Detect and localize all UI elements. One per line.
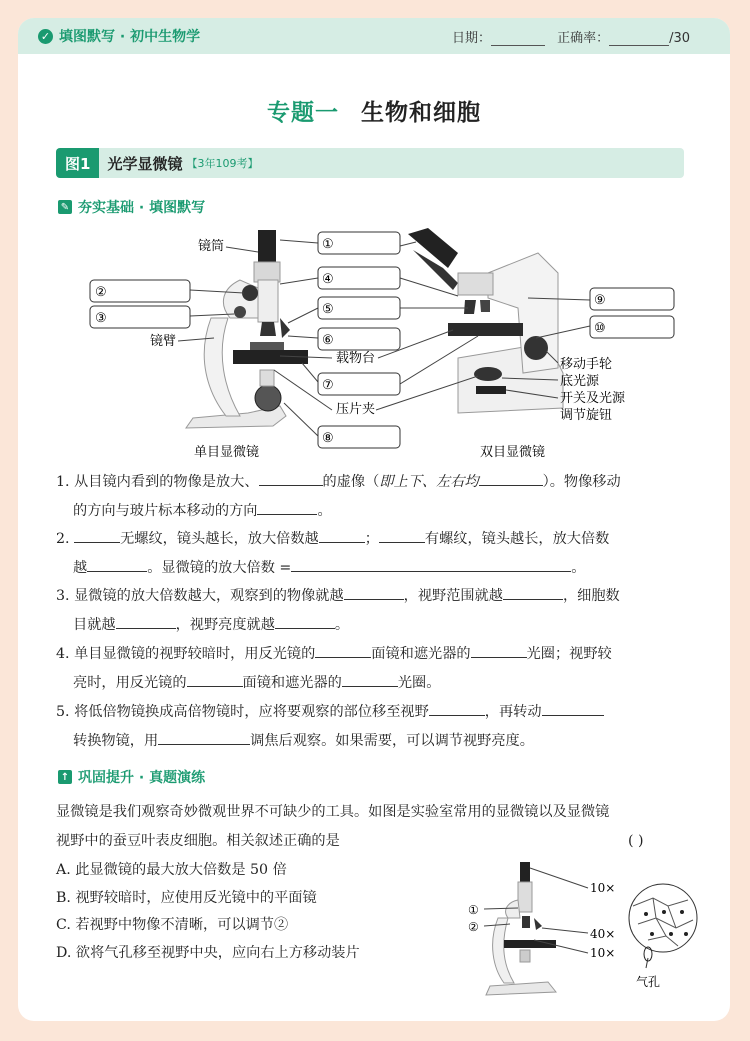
q3-text-b: ，视野范围就越 [403, 588, 503, 604]
monocular-microscope-drawing [186, 230, 308, 428]
check-icon: ✓ [38, 29, 53, 44]
header-title: 填图默写 · 初中生物学 [59, 29, 201, 45]
q4-blank-3[interactable] [187, 670, 243, 687]
q1-text-c: 即上下、左右均 [379, 474, 479, 490]
label-switch-1: 开关及光源 [560, 391, 626, 406]
q1-blank-2[interactable] [479, 469, 543, 486]
caption-binocular: 双目显微镜 [480, 445, 546, 460]
question-3 [56, 582, 688, 639]
q1-text-f: 。 [317, 502, 332, 519]
q4-text-e: 面镜和遮光器的 [242, 674, 342, 691]
right-labels [560, 356, 626, 423]
q2-blank-4[interactable] [87, 555, 147, 572]
q1-blank-3[interactable] [257, 498, 317, 515]
q3-text-f: 。 [334, 616, 350, 633]
num-6: ⑥ [322, 333, 334, 348]
q3-number: 3. [56, 588, 70, 604]
num-10: ⑩ [594, 321, 606, 336]
label-n1: ① [468, 903, 479, 917]
q3-text-d: 目就越 [73, 616, 116, 633]
q5-blank-3[interactable] [158, 728, 250, 745]
q2-text-d: 越 [73, 559, 88, 576]
question-5 [56, 698, 688, 755]
num-2: ② [95, 285, 107, 300]
num-7: ⑦ [322, 378, 334, 393]
label-arm: 镜臂 [150, 334, 177, 349]
section-practice-heading [58, 767, 205, 787]
num-3: ③ [95, 311, 107, 326]
cell-field-view [629, 884, 697, 989]
q5-blank-2[interactable] [542, 699, 604, 716]
q2-text-a: 无螺纹，镜头越长，放大倍数越 [120, 531, 319, 547]
q4-text-d: 亮时，用反光镜的 [73, 674, 187, 691]
topic-name: 生物和细胞 [361, 100, 481, 126]
option-c[interactable]: C. 若视野中物像不清晰，可以调节② [56, 917, 289, 933]
mcq-stem-line-1: 显微镜是我们观察奇妙微观世界不可缺少的工具。如图是实验室常用的显微镜以及显微镜 [56, 804, 610, 820]
figure-source: 【3年109考】 [186, 157, 259, 170]
label-eyepiece-10x: 10× [590, 881, 616, 895]
question-2 [56, 525, 688, 582]
label-stage: 载物台 [336, 351, 376, 366]
question-1 [56, 468, 688, 525]
mcq-stem-line-2: 视野中的蚕豆叶表皮细胞。相关叙述正确的是 [56, 832, 340, 849]
label-clip: 压片夹 [336, 402, 376, 417]
q3-text-e: ，视野亮度就越 [175, 616, 275, 633]
pencil-icon: ✎ [58, 200, 72, 214]
num-4: ④ [322, 272, 334, 287]
q3-blank-1[interactable] [344, 583, 404, 600]
section-basics-label: 夯实基础 · 填图默写 [78, 200, 206, 216]
label-light-source: 底光源 [560, 374, 600, 389]
q2-blank-3[interactable] [379, 526, 425, 543]
q5-blank-1[interactable] [429, 699, 485, 716]
figure-name: 光学显微镜 [107, 154, 183, 173]
accuracy-total: /30 [669, 30, 690, 46]
q4-text-b: 面镜和遮光器的 [371, 646, 471, 662]
q2-blank-5[interactable] [291, 555, 571, 572]
q4-blank-4[interactable] [342, 670, 398, 687]
q4-number: 4. [56, 646, 70, 662]
q5-text-c: 转换物镜，用 [73, 732, 159, 749]
num-8: ⑧ [322, 431, 334, 446]
q1-text-a: 从目镜内看到的物像是放大、 [74, 474, 259, 490]
q4-text-c: 光圈；视野较 [526, 646, 612, 662]
q5-text-a: 将低倍物镜换成高倍物镜时，应将要观察的部位移至视野 [74, 704, 429, 720]
section-practice-label: 巩固提升 · 真题演练 [78, 770, 206, 786]
q2-text-e: 。显微镜的放大倍数 = [147, 559, 292, 576]
date-label: 日期： [452, 30, 492, 46]
q5-text-b: ，再转动 [484, 704, 542, 720]
num-1: ① [322, 237, 334, 252]
label-objective-40x: 40× [590, 927, 616, 941]
q2-number: 2. [56, 531, 70, 547]
q2-text-f: 。 [571, 559, 586, 576]
q4-text-f: 光圈。 [397, 674, 441, 691]
q4-blank-1[interactable] [315, 641, 371, 658]
q5-text-d: 调焦后观察。如果需要，可以调节视野亮度。 [250, 732, 534, 749]
option-a[interactable]: A. 此显微镜的最大放大倍数是 50 倍 [56, 862, 287, 878]
q1-text-e: 的方向与玻片标本移动的方向 [73, 502, 258, 519]
q3-blank-3[interactable] [116, 612, 176, 629]
q2-text-b: ； [364, 531, 379, 547]
option-d[interactable]: D. 欲将气孔移至视野中央，应向右上方移动装片 [56, 944, 360, 961]
q5-number: 5. [56, 704, 70, 720]
label-move-wheel: 移动手轮 [560, 357, 613, 372]
q1-number: 1. [56, 474, 70, 490]
q4-text-a: 单目显微镜的视野较暗时，用反光镜的 [74, 646, 316, 662]
binocular-microscope-drawing [408, 228, 563, 413]
q2-blank-2[interactable] [319, 526, 365, 543]
label-stoma: 气孔 [636, 975, 661, 989]
label-eyepiece: 镜筒 [198, 239, 225, 254]
q1-text-b: 的虚像（ [322, 474, 380, 490]
label-objective-10x: 10× [590, 946, 616, 960]
worksheet-page [18, 18, 730, 1021]
figure-tag: 图1 [56, 148, 99, 178]
answer-parenthesis[interactable]: ( ) [628, 833, 644, 849]
label-switch-2: 调节旋钮 [560, 408, 613, 423]
label-n2: ② [468, 920, 479, 934]
q3-text-a: 显微镜的放大倍数越大，观察到的物像就越 [74, 588, 344, 604]
q2-text-c: 有螺纹，镜头越长，放大倍数 [424, 531, 610, 547]
q1-blank-1[interactable] [259, 469, 323, 486]
q3-blank-4[interactable] [275, 612, 335, 629]
num-9: ⑨ [594, 293, 606, 308]
q2-blank-1[interactable] [74, 526, 120, 543]
q4-blank-2[interactable] [471, 641, 527, 658]
mcq-options [56, 857, 360, 967]
q3-blank-2[interactable] [503, 583, 563, 600]
topic-number: 专题一 [267, 100, 339, 126]
caption-monocular: 单目显微镜 [194, 445, 260, 460]
option-b[interactable]: B. 视野较暗时，应使用反光镜中的平面镜 [56, 889, 317, 906]
num-5: ⑤ [322, 302, 334, 317]
mcq-figure [438, 858, 698, 1003]
microscope-diagram [18, 18, 730, 468]
mcq-stem [56, 798, 688, 855]
q3-text-c: ，细胞数 [562, 588, 620, 604]
arrow-up-icon: ↑ [58, 770, 72, 784]
q1-text-d: ）。物像移动 [542, 474, 621, 490]
question-4 [56, 640, 688, 697]
small-figure-labels [468, 881, 615, 960]
accuracy-label: 正确率： [557, 30, 610, 46]
